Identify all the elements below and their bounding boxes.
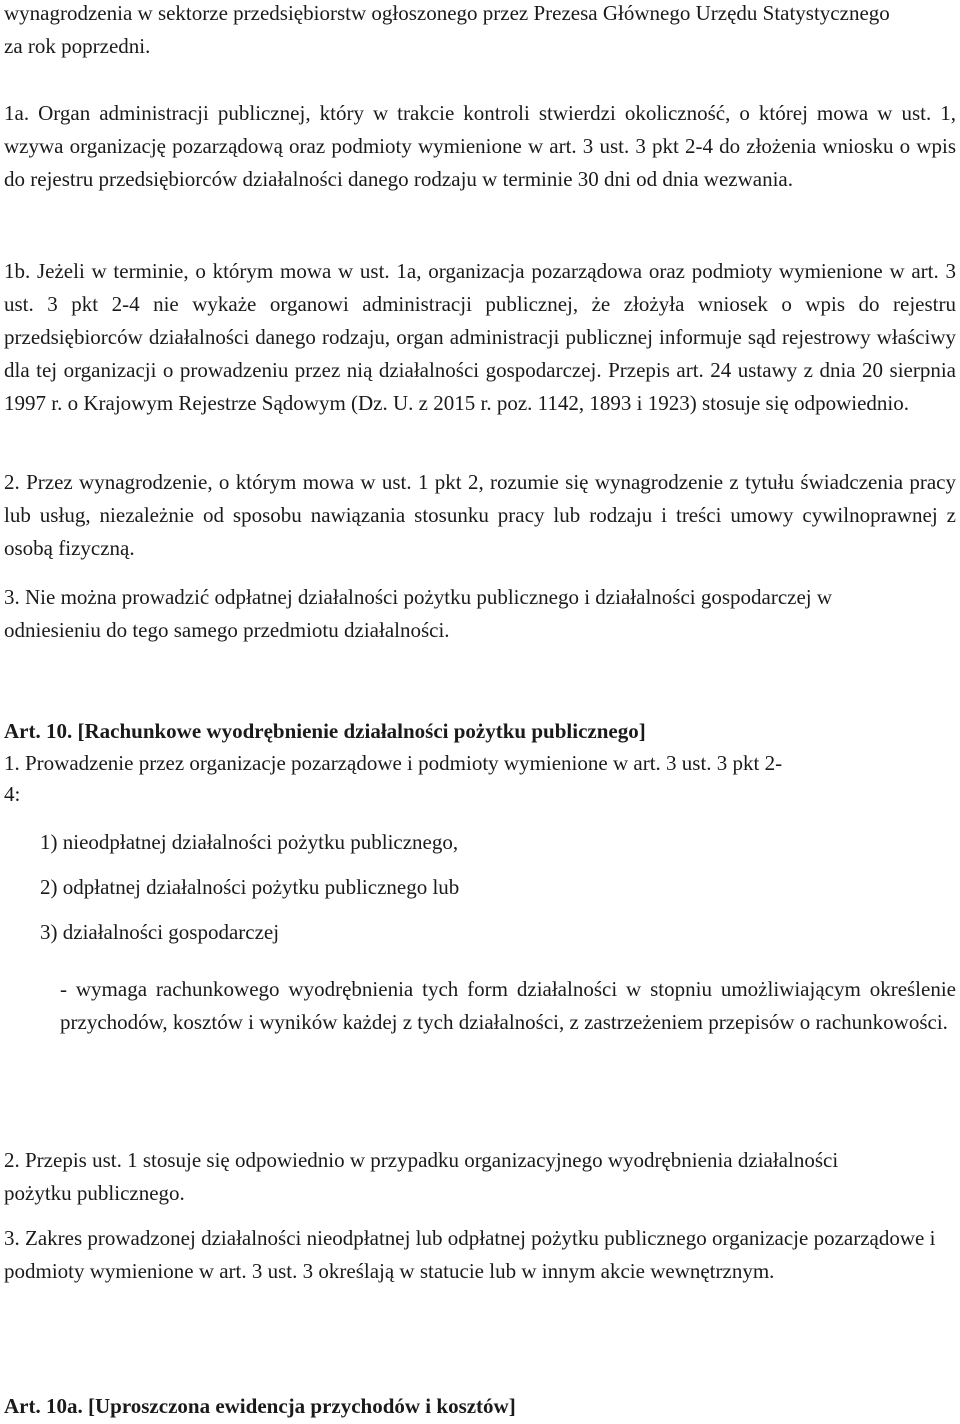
paragraph-1b: 1b. Jeżeli w terminie, o którym mowa w ust. 1a, organizacja pozarządowa oraz podmioty wymienione w art. 3 ust. 3 pkt 2-4 nie wykaże organowi administracji publicznej, że złożyła wniosek o wpis do rejestru przedsiębiorców działalności danego rodzaju, organ administracji publicznej informuje sąd rejestrowy właściwy dla tej organizacji o prowadzeniu przez nią działalności gospodarczej. Przepis art. 24 ustawy z dnia 20 sierpnia 1997 r. o Krajowym Rejestrze Sądowym (Dz. U. z 2015 r. poz. 1142, 1893 i 1923) stosuje się odpowiednio. xyxy=(4,259,956,415)
list-item: 2) odpłatnej działalności pożytku publicznego lub xyxy=(40,875,460,899)
list-item: 3) działalności gospodarczej xyxy=(40,920,280,944)
paragraph-1a: 1a. Organ administracji publicznej, który w trakcie kontroli stwierdzi okoliczność, o której mowa w ust. 1, wzywa organizację pozarządową oraz podmioty wymienione w art. 3 ust. 3 pkt 2-4 do złożenia wniosku o wpis do rejestru przedsiębiorców działalności danego rodzaju w terminie 30 dni od dnia wezwania. xyxy=(4,101,956,191)
paragraph-continuation: wynagrodzenia w sektorze przedsiębiorstw ogłoszonego przez Prezesa Głównego Urzędu Statystycznego za rok poprzedni. xyxy=(4,1,890,58)
paragraph-3: 3. Nie można prowadzić odpłatnej działalności pożytku publicznego i działalności gospodarczej w odniesieniu do tego samego przedmiotu działalności. xyxy=(4,585,833,642)
paragraph-2: 2. Przez wynagrodzenie, o którym mowa w ust. 1 pkt 2, rozumie się wynagrodzenie z tytułu świadczenia pracy lub usług, niezależnie od sposobu nawiązania stosunku pracy lub rodzaju i treści umowy cywilnoprawnej z osobą fizyczną. xyxy=(4,470,956,560)
article-10-paragraph-1-line-2: 4: xyxy=(4,782,21,806)
article-10-heading: Art. 10. [Rachunkowe wyodrębnienie działalności pożytku publicznego] xyxy=(4,719,646,743)
dash-clause: - wymaga rachunkowego wyodrębnienia tych form działalności w stopniu umożliwiającym określenie przychodów, kosztów i wyników każdej z tych działalności, z zastrzeżeniem przepisów o rachunkowości. xyxy=(60,977,956,1034)
article-10-paragraph-3: 3. Zakres prowadzonej działalności nieodpłatnej lub odpłatnej pożytku publicznego organizacje pozarządowe i podmioty wymienione w art. 3 ust. 3 określają w statucie lub w innym akcie wewnętrznym. xyxy=(4,1226,936,1283)
article-10-paragraph-1-line-1: 1. Prowadzenie przez organizacje pozarządowe i podmioty wymienione w art. 3 ust. 3 pkt 2- xyxy=(4,751,783,775)
list-item: 1) nieodpłatnej działalności pożytku publicznego, xyxy=(40,830,459,854)
article-10a-heading: Art. 10a. [Uproszczona ewidencja przychodów i kosztów] xyxy=(4,1394,516,1418)
article-10-paragraph-2: 2. Przepis ust. 1 stosuje się odpowiednio w przypadku organizacyjnego wyodrębnienia działalności pożytku publicznego. xyxy=(4,1148,839,1205)
